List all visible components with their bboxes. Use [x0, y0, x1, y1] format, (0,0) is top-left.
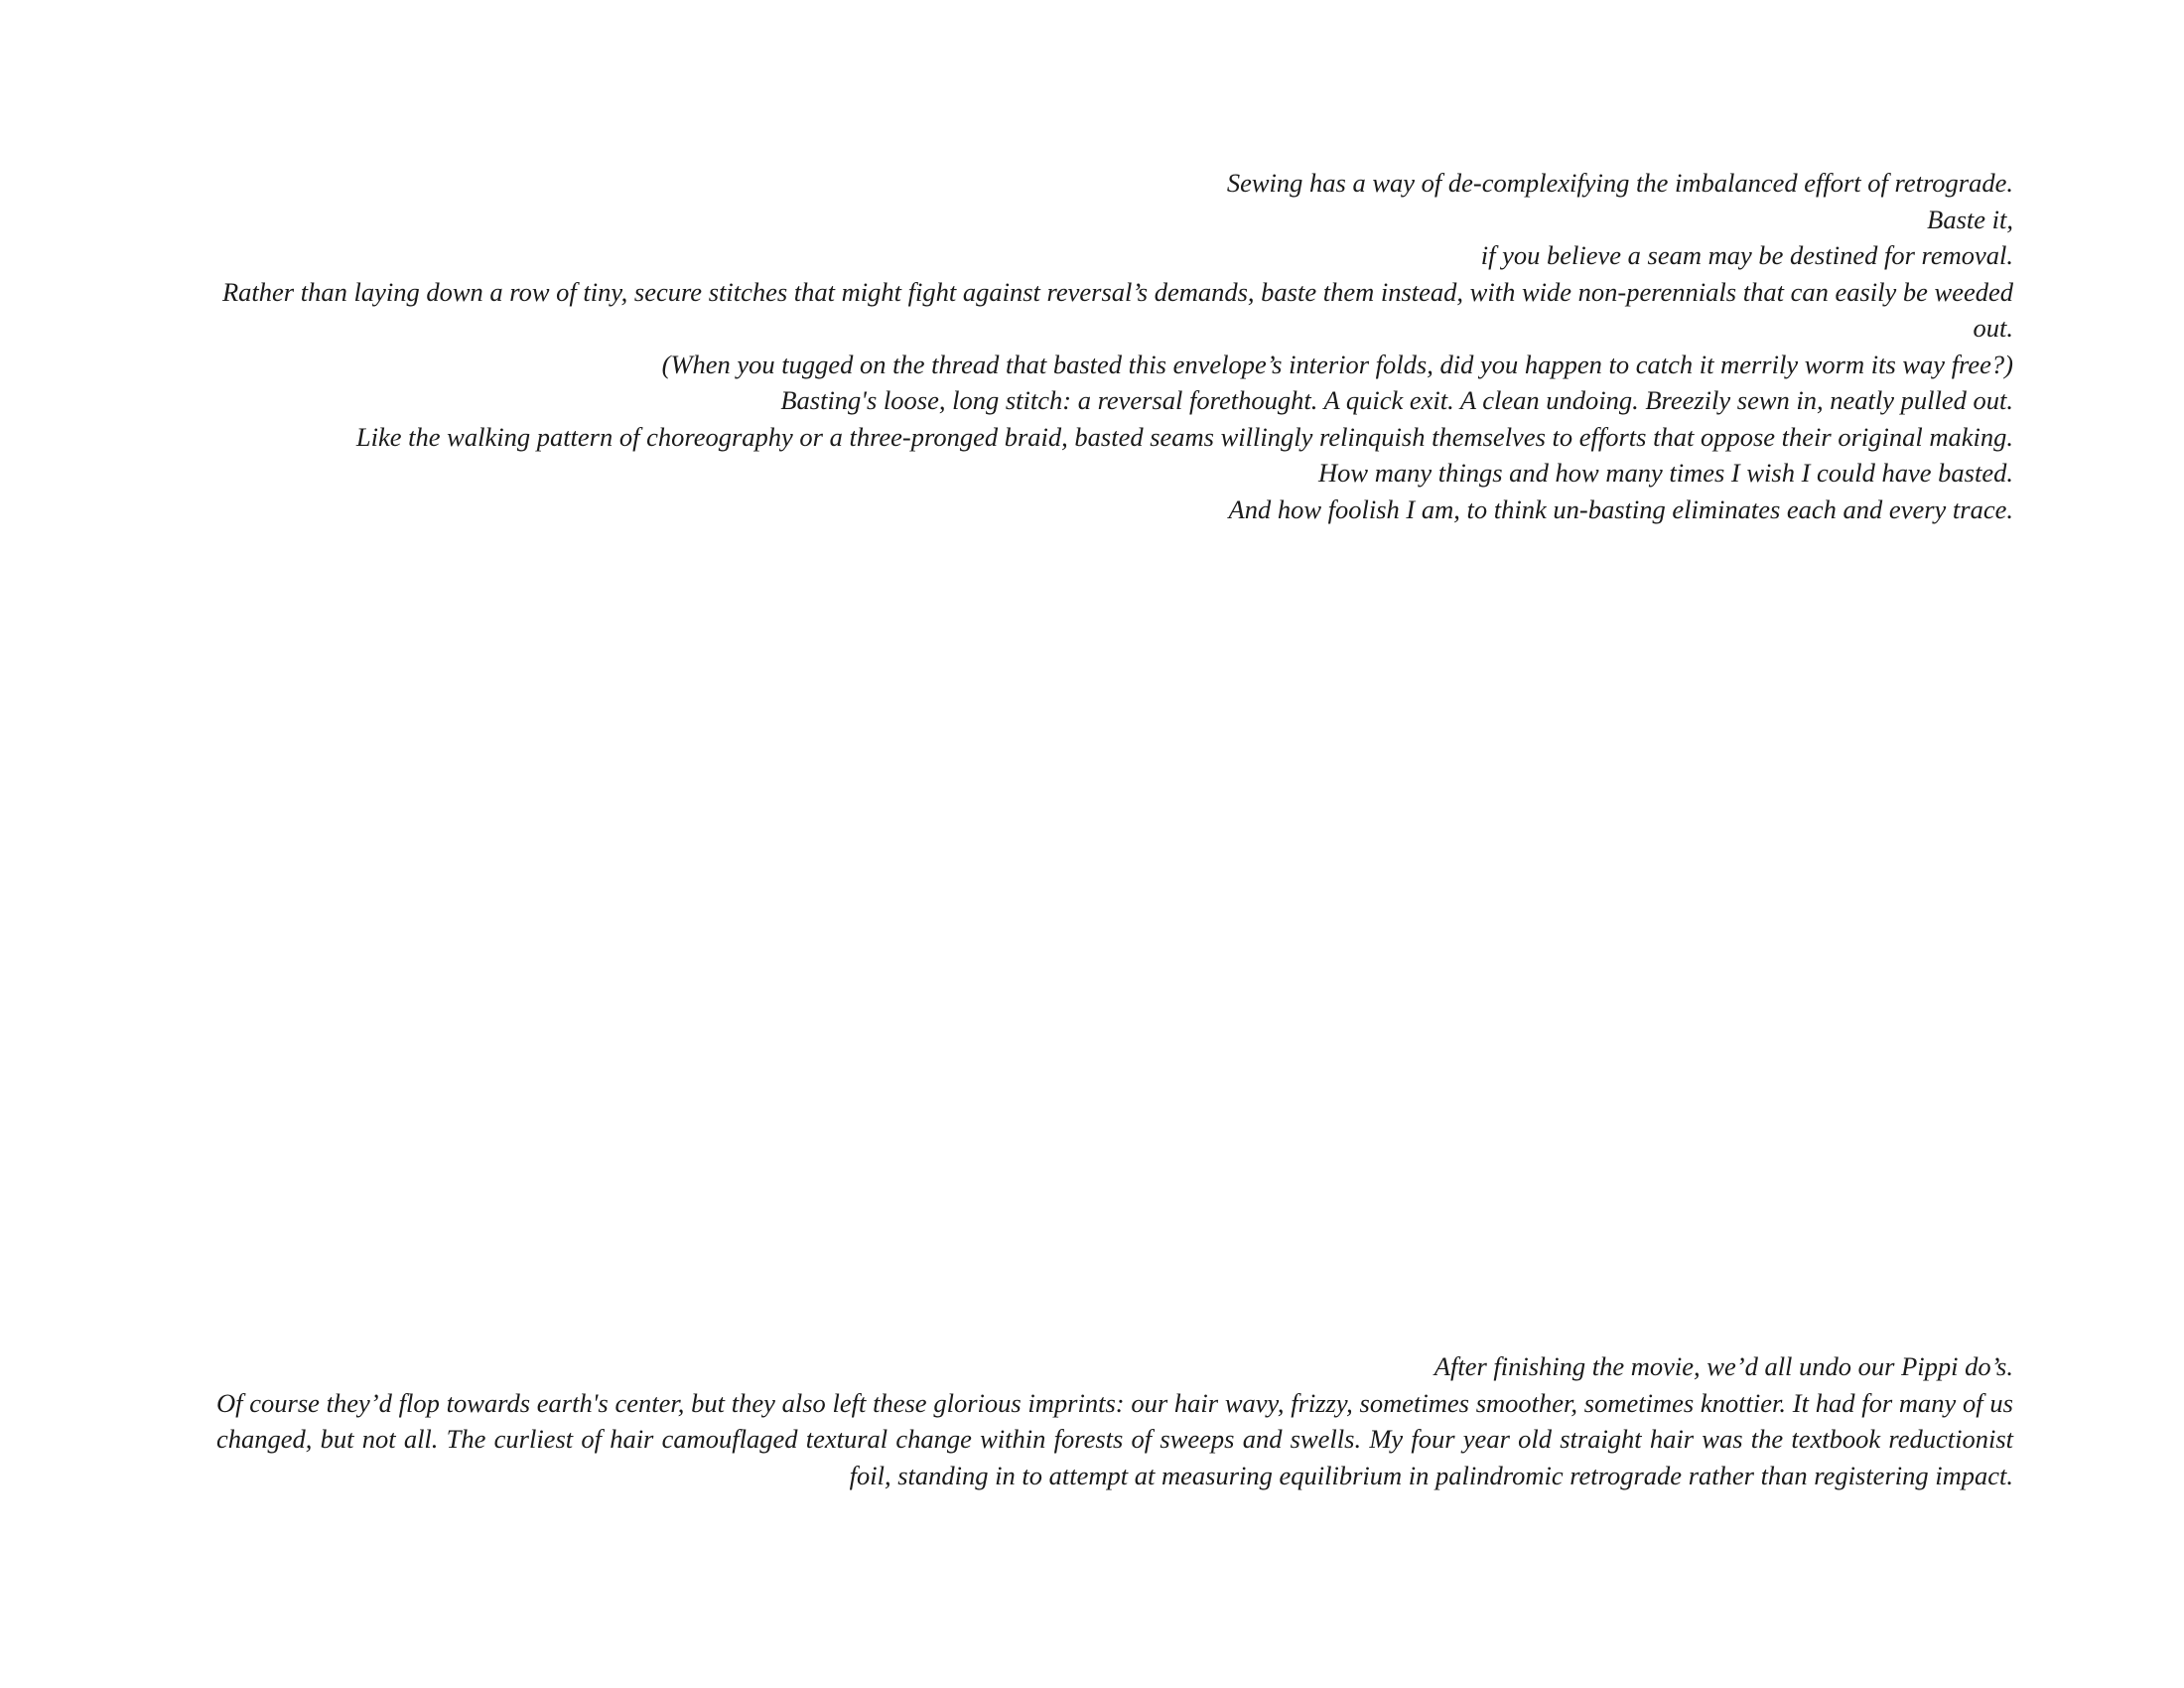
passage-line: Sewing has a way of de-complexifying the imbalanced effort of retrograde. — [1226, 168, 2013, 198]
top-passage — [216, 165, 2013, 527]
passage-first-line: After finishing the movie, we’d all undo our Pippi do’s. — [1433, 1351, 2013, 1381]
passage-line: And how foolish I am, to think un-basting eliminates each and every trace. — [1228, 493, 2013, 524]
bottom-passage — [216, 1348, 2013, 1493]
passage-line: Rather than laying down a row of tiny, secure stitches that might fight against reversal’s demands, baste them instead, with wide non-perennials that can easily be weeded out. — [221, 276, 2013, 343]
passage-line: (When you tugged on the thread that basted this envelope’s interior folds, did you happen to catch it merrily worm its way free?) — [661, 349, 2013, 379]
passage-line: Like the walking pattern of choreography or a three-pronged braid, basted seams willingly relinquish themselves to efforts that oppose their original making. — [355, 421, 2013, 452]
passage-line: How many things and how many times I wish I could have basted. — [1318, 458, 2013, 488]
passage-paragraph: Of course they’d flop towards earth's center, but they also left these glorious imprints: our hair wavy, frizzy, sometimes smoother, sometimes knottier. It had for many of us changed, but not all. The curliest of hair camouflaged textural change within forests of sweeps and swells. My four year old straight hair was the textbook reductionist foil, standing in to attempt at measuring equilibrium in palindromic retrograde rather than registering impact. — [216, 1387, 2013, 1490]
passage-line: Baste it, — [1927, 204, 2013, 234]
passage-line: Basting's loose, long stitch: a reversal forethought. A quick exit. A clean undoing. Breezily sewn in, neatly pulled out. — [780, 385, 2013, 415]
passage-line: if you believe a seam may be destined for removal. — [1480, 240, 2013, 270]
